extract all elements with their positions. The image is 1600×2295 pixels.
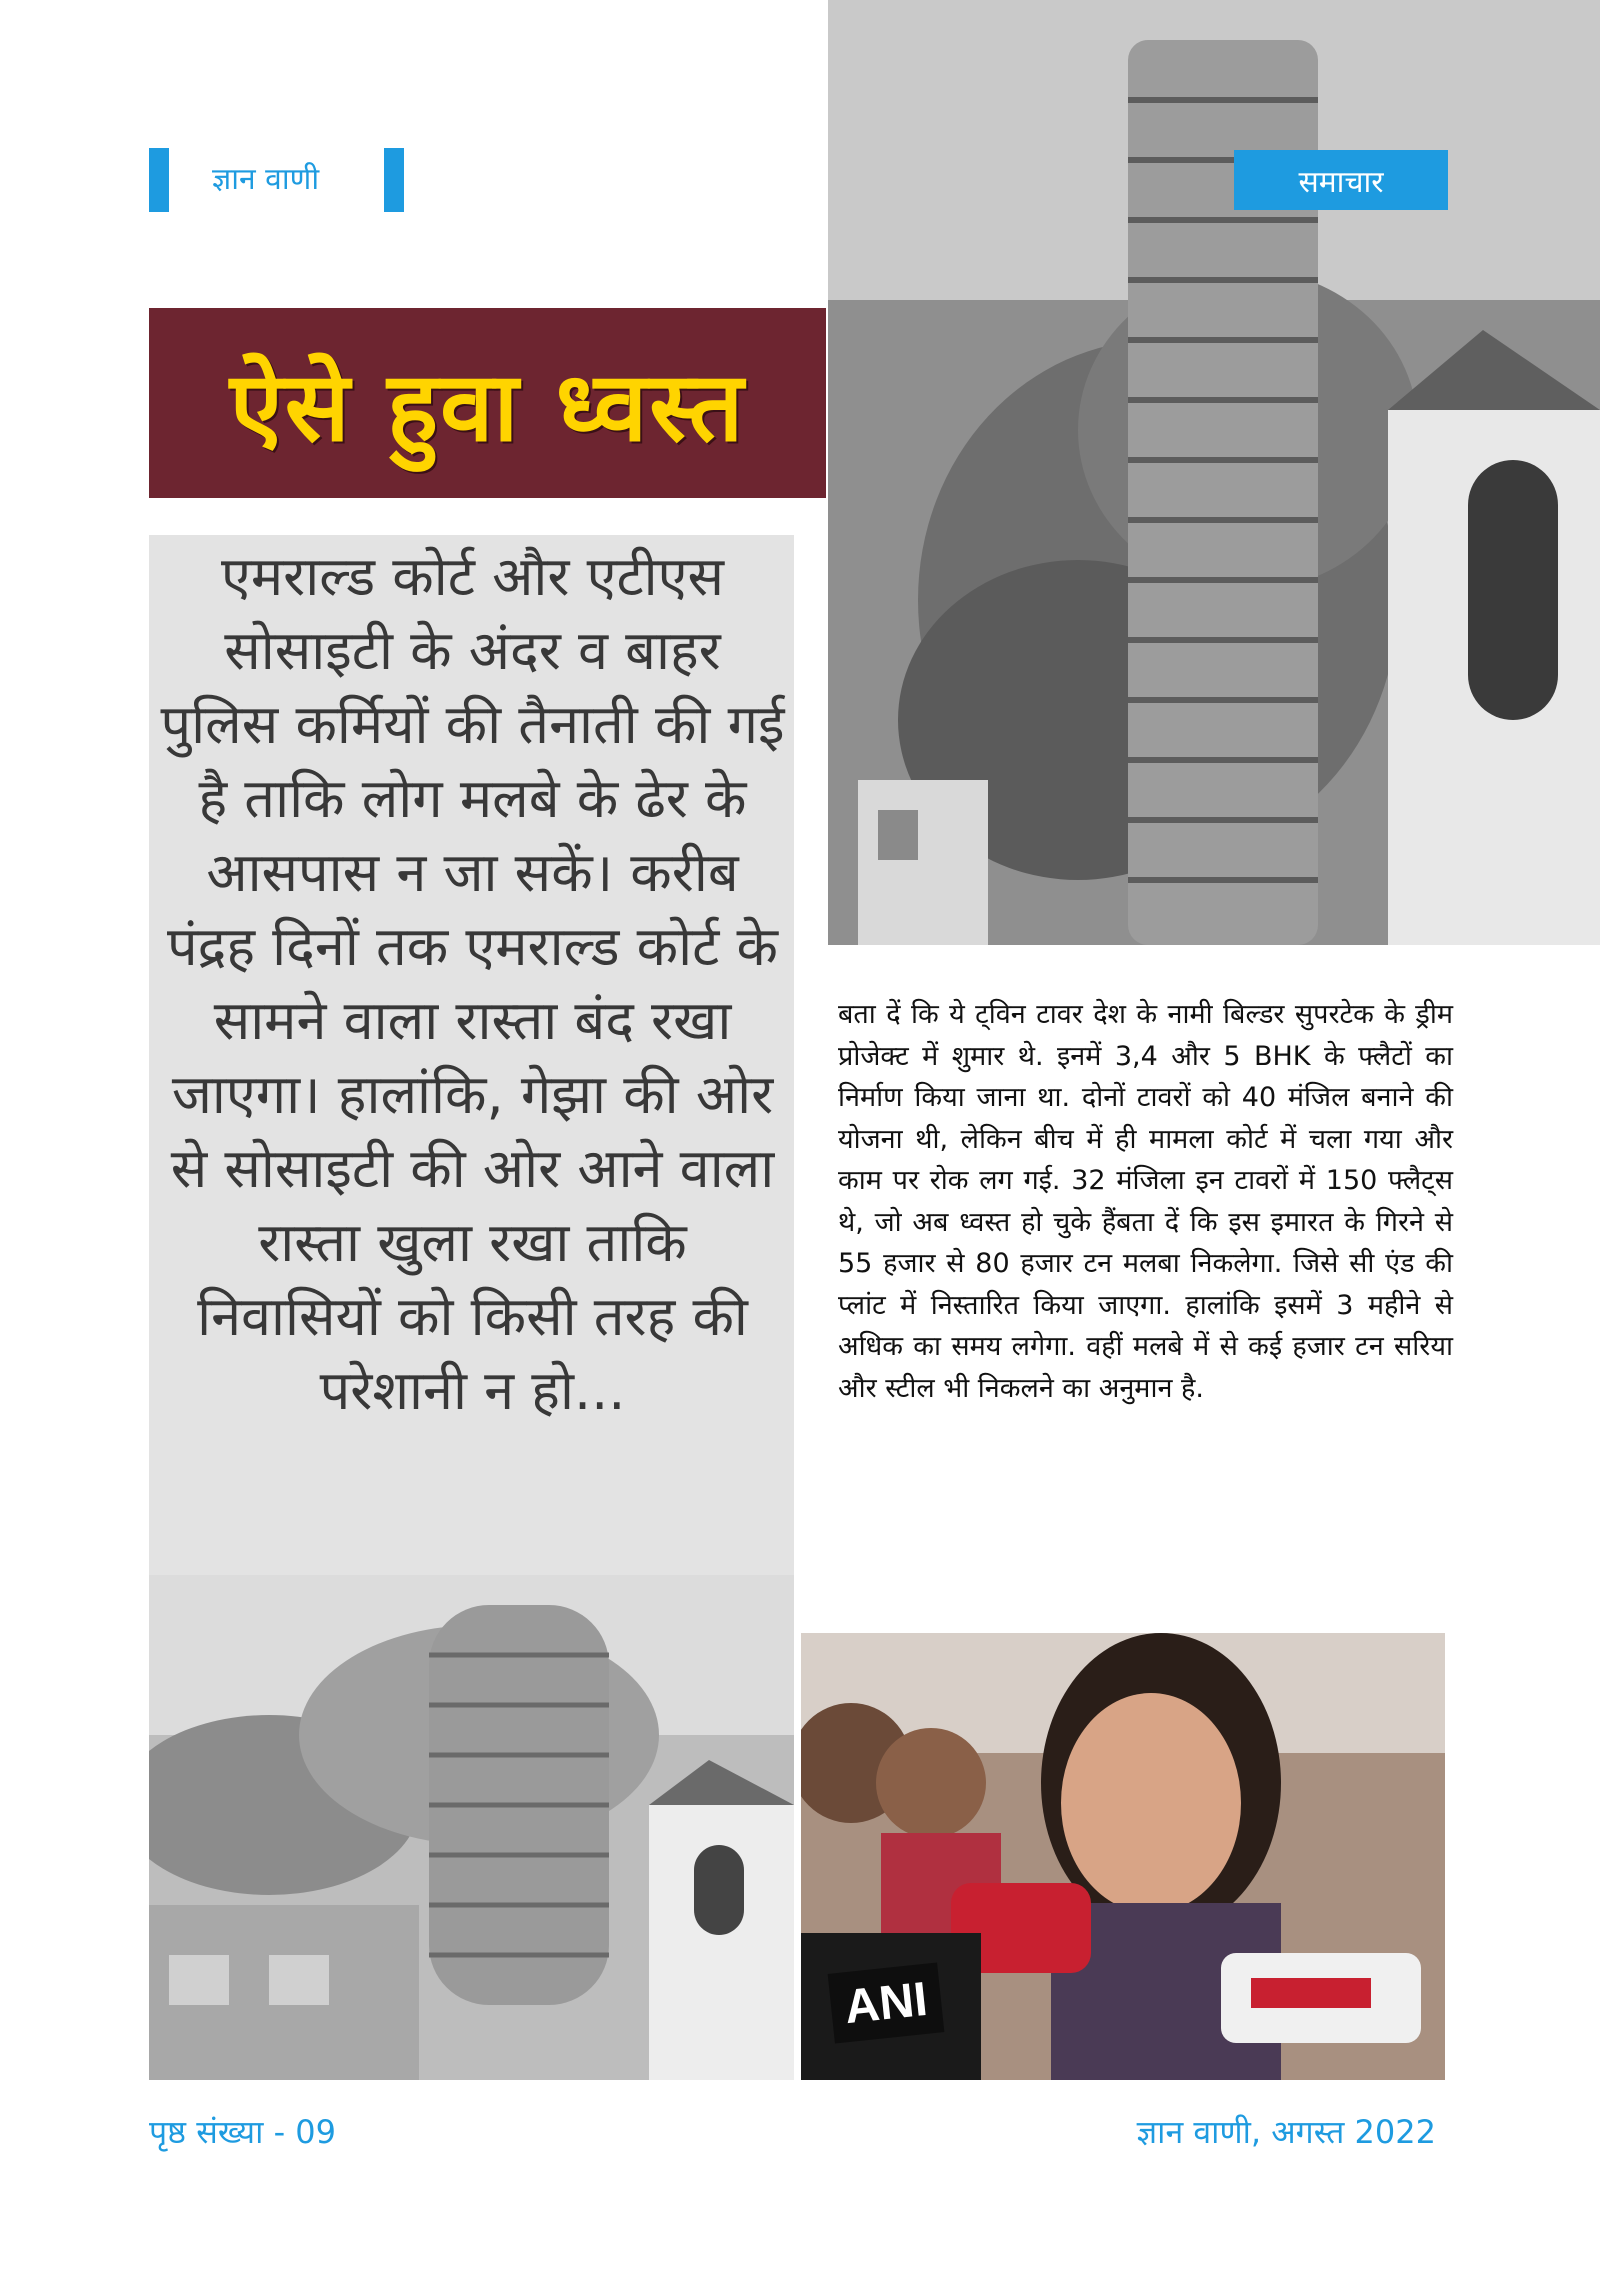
headline: ऐसे हुवा ध्वस्त [229,349,746,463]
masthead-bar-right [384,148,404,212]
page-number: पृष्ठ संख्या - 09 [149,2113,337,2151]
pull-quote: एमराल्ड कोर्ट और एटीएस सोसाइटी के अंदर व बाहर पुलिस कर्मियों की तैनाती की गई है ताकि लोग मलबे के ढेर के आसपास न जा सकें। करीब पंद्रह दिनों तक एमराल्ड कोर्ट के सामने वाला रास्ता बंद रखा जाएगा। हालांकि, गेझा की ओर से सोसाइटी की ओर आने वाला रास्ता खुला रखा ताकि निवासियों को किसी तरह की परेशानी न हो... [160,545,785,1422]
masthead-bar-left [149,148,169,212]
section-tag: समाचार [1234,150,1448,210]
towers-dust-photo [149,1575,794,2080]
press-conference-photo [801,1633,1445,2080]
mic-label-ani: ANI [828,1962,945,2043]
tower-demolition-photo [828,0,1600,945]
masthead-title: ज्ञान वाणी [212,162,320,197]
issue-date: ज्ञान वाणी, अगस्त 2022 [1136,2113,1436,2151]
article-body: बता दें कि ये ट्विन टावर देश के नामी बिल्डर सुपरटेक के ड्रीम प्रोजेक्ट में शुमार थे. इनमें 3,4 और 5 BHK के फ्लैटों का निर्माण किया जाना था. दोनों टावरों को 40 मंजिल बनाने की योजना थी, लेकिन बीच में ही मामला कोर्ट में चला गया और काम पर रोक लग गई. 32 मंजिला इन टावरों में 150 फ्लैट्स थे, जो अब ध्वस्त हो चुके हैंबता दें कि इस इमारत के गिरने से 55 हजार से 80 हजार टन मलबा निकलेगा. जिसे सी एंड की प्लांट में निस्तारित किया जाएगा. हालांकि इसमें 3 महीने से अधिक का समय लगेगा. वहीं मलबे में से कई हजार टन सरिया और स्टील भी निकलने का अनुमान है. [838,999,1453,1404]
